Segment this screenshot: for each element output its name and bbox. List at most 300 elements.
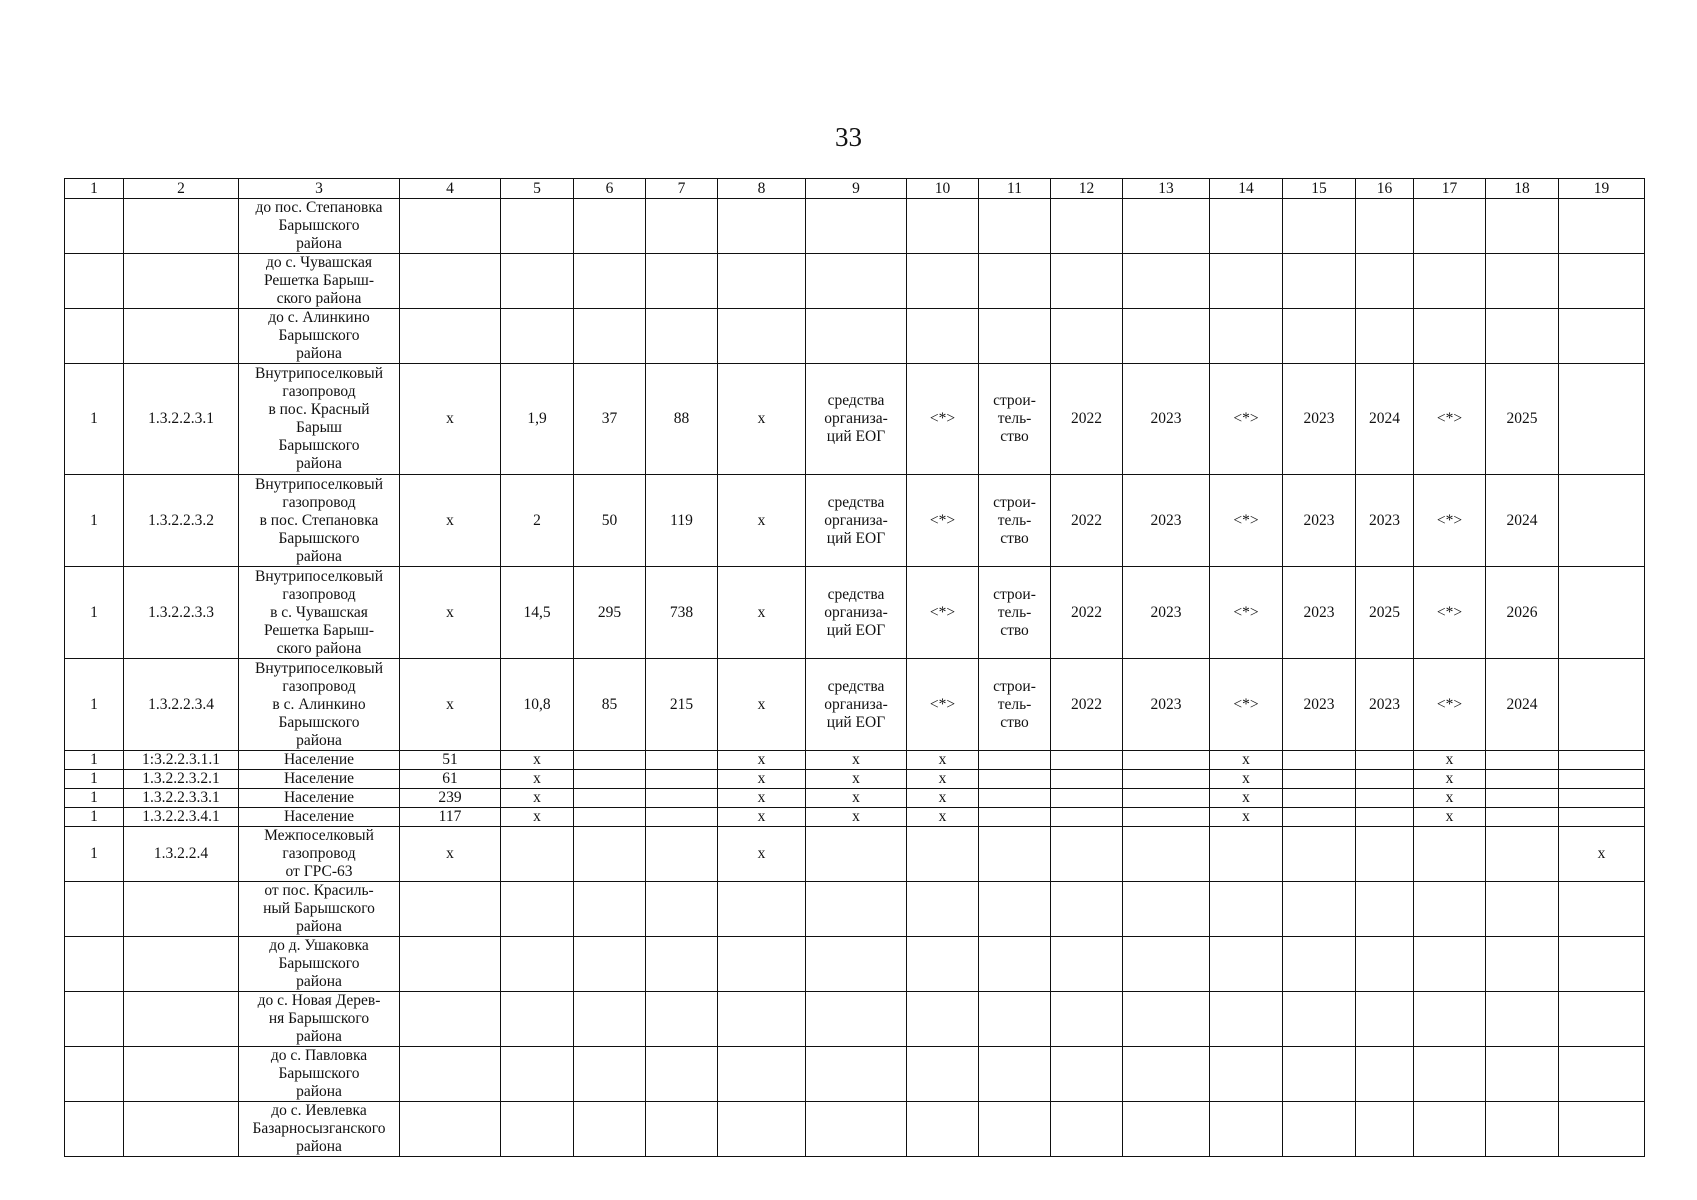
table-cell-col-1 <box>65 199 124 254</box>
table-cell-col-15 <box>1283 882 1356 937</box>
cell-text: х <box>757 410 766 427</box>
table-cell-col-19 <box>1559 199 1645 254</box>
table-cell-col-1 <box>65 1102 124 1157</box>
column-header: 16 <box>1356 179 1414 199</box>
cell-text: 1 <box>90 511 98 529</box>
header-row <box>65 179 1645 199</box>
table-cell-col-7 <box>646 751 718 770</box>
table-cell-col-17 <box>1414 827 1486 882</box>
table-cell-col-10 <box>907 659 979 751</box>
table-row <box>65 475 1645 567</box>
table-cell-col-14 <box>1210 659 1283 751</box>
table-cell-col-10 <box>907 937 979 992</box>
table-cell-col-10 <box>907 309 979 364</box>
cell-text: 2023 <box>1303 410 1335 427</box>
column-header: 8 <box>718 179 806 199</box>
cell-text: Население <box>283 789 355 806</box>
table-cell-col-18 <box>1486 789 1559 808</box>
cell-text: 1.3.2.2.3.2.1 <box>142 770 220 787</box>
table-cell-col-8 <box>718 199 806 254</box>
cell-text: <*> <box>1233 695 1259 713</box>
table-cell-col-19 <box>1559 827 1645 882</box>
table-cell-col-14 <box>1210 770 1283 789</box>
cell-text: <*> <box>1436 511 1463 529</box>
table-cell-col-9 <box>806 475 907 567</box>
cell-text: средства организа- ций ЕОГ <box>824 493 888 547</box>
table-row <box>65 567 1645 659</box>
table-cell-col-11 <box>979 827 1051 882</box>
cell-text: 1:3.2.2.3.1.1 <box>142 751 220 768</box>
table-cell-col-18 <box>1486 567 1559 659</box>
table-cell-col-4 <box>400 808 501 827</box>
table-cell-col-8 <box>718 309 806 364</box>
table-cell-col-17 <box>1414 770 1486 789</box>
table-cell-col-6 <box>574 1102 646 1157</box>
table-cell-col-7 <box>646 364 718 475</box>
table-cell-col-18 <box>1486 808 1559 827</box>
table-cell-col-15 <box>1283 475 1356 567</box>
table-cell-col-4 <box>400 567 501 659</box>
cell-text: х <box>757 845 766 862</box>
table-cell-col-10 <box>907 1047 979 1102</box>
cell-text: <*> <box>929 603 956 621</box>
table-cell-col-3 <box>239 309 400 364</box>
cell-text: от пос. Красиль- ный Барышского района <box>263 882 375 935</box>
table-cell-col-15 <box>1283 751 1356 770</box>
table-cell-col-10 <box>907 199 979 254</box>
table-cell-col-19 <box>1559 751 1645 770</box>
table-cell-col-4 <box>400 827 501 882</box>
cell-text: 2023 <box>1303 695 1335 713</box>
table-cell-col-9 <box>806 751 907 770</box>
table-cell-col-17 <box>1414 309 1486 364</box>
cell-text: 295 <box>597 603 622 621</box>
table-cell-col-6 <box>574 659 646 751</box>
cell-text: х <box>1242 808 1250 825</box>
column-header: 2 <box>124 179 239 199</box>
cell-text: до с. Новая Дерев- ня Барышского района <box>257 992 381 1045</box>
cell-text: х <box>1445 751 1454 768</box>
table-cell-col-5 <box>501 882 574 937</box>
table-cell-col-3 <box>239 567 400 659</box>
table-cell-col-3 <box>239 827 400 882</box>
cell-text: до пос. Степановка Барышского района <box>255 199 383 252</box>
table-cell-col-19 <box>1559 992 1645 1047</box>
table-cell-col-16 <box>1356 1102 1414 1157</box>
table-cell-col-9 <box>806 808 907 827</box>
table-cell-col-15 <box>1283 199 1356 254</box>
table-cell-col-7 <box>646 199 718 254</box>
cell-text: 1.3.2.2.3.3 <box>148 603 214 621</box>
column-header: 10 <box>907 179 979 199</box>
table-cell-col-7 <box>646 254 718 309</box>
table-cell-col-16 <box>1356 827 1414 882</box>
cell-text: 117 <box>438 808 462 825</box>
cell-text: 2023 <box>1303 603 1335 621</box>
table-cell-col-6 <box>574 992 646 1047</box>
cell-text: 1.3.2.2.4 <box>153 845 209 862</box>
table-cell-col-15 <box>1283 827 1356 882</box>
table-cell-col-12 <box>1051 751 1123 770</box>
table-cell-col-8 <box>718 1047 806 1102</box>
cell-text: 37 <box>601 410 618 427</box>
table-cell-col-3 <box>239 808 400 827</box>
table-cell-col-2 <box>124 199 239 254</box>
table-cell-col-17 <box>1414 992 1486 1047</box>
column-header: 1 <box>65 179 124 199</box>
table-cell-col-12 <box>1051 992 1123 1047</box>
cell-text: 10,8 <box>523 695 551 713</box>
cell-text: х <box>938 808 947 825</box>
cell-text: х <box>1242 789 1250 806</box>
cell-text: 51 <box>442 751 458 768</box>
table-cell-col-2 <box>124 309 239 364</box>
table-cell-col-13 <box>1123 808 1210 827</box>
table-cell-col-10 <box>907 808 979 827</box>
cell-text: 2026 <box>1506 603 1538 621</box>
table-cell-col-18 <box>1486 475 1559 567</box>
table-cell-col-17 <box>1414 254 1486 309</box>
table-cell-col-15 <box>1283 364 1356 475</box>
cell-text: х <box>757 603 766 621</box>
table-cell-col-18 <box>1486 882 1559 937</box>
table-cell-col-19 <box>1559 937 1645 992</box>
cell-text: 2025 <box>1506 410 1538 427</box>
table-cell-col-18 <box>1486 309 1559 364</box>
table-cell-col-4 <box>400 770 501 789</box>
table-cell-col-16 <box>1356 808 1414 827</box>
cell-text: х <box>1445 770 1454 787</box>
table-cell-col-5 <box>501 770 574 789</box>
table-cell-col-2 <box>124 770 239 789</box>
cell-text: х <box>446 511 454 529</box>
cell-text: х <box>446 410 454 427</box>
table-cell-col-9 <box>806 770 907 789</box>
table-cell-col-13 <box>1123 475 1210 567</box>
table-cell-col-1 <box>65 937 124 992</box>
table-cell-col-11 <box>979 1047 1051 1102</box>
table-cell-col-5 <box>501 789 574 808</box>
cell-text: 85 <box>601 695 618 713</box>
table-cell-col-6 <box>574 937 646 992</box>
table-cell-col-6 <box>574 475 646 567</box>
cell-text: 239 <box>438 789 462 806</box>
table-cell-col-19 <box>1559 475 1645 567</box>
cell-text: х <box>938 789 947 806</box>
table-cell-col-16 <box>1356 199 1414 254</box>
table-cell-col-9 <box>806 882 907 937</box>
table-cell-col-15 <box>1283 1047 1356 1102</box>
cell-text: 2024 <box>1506 695 1538 713</box>
table-row <box>65 751 1645 770</box>
table-cell-col-1 <box>65 751 124 770</box>
table-cell-col-7 <box>646 789 718 808</box>
column-header: 4 <box>400 179 501 199</box>
table-cell-col-12 <box>1051 659 1123 751</box>
table-cell-col-4 <box>400 475 501 567</box>
table-cell-col-6 <box>574 254 646 309</box>
table-cell-col-11 <box>979 937 1051 992</box>
table-cell-col-9 <box>806 992 907 1047</box>
table-cell-col-1 <box>65 808 124 827</box>
cell-text: Население <box>283 751 355 768</box>
table-cell-col-9 <box>806 789 907 808</box>
cell-text: х <box>938 751 947 768</box>
table-cell-col-6 <box>574 808 646 827</box>
table-cell-col-1 <box>65 254 124 309</box>
table-row <box>65 789 1645 808</box>
table-cell-col-16 <box>1356 789 1414 808</box>
cell-text: строи- тель- ство <box>993 493 1036 547</box>
table-cell-col-4 <box>400 1102 501 1157</box>
cell-text: <*> <box>1436 695 1463 713</box>
table-cell-col-13 <box>1123 199 1210 254</box>
table-cell-col-8 <box>718 789 806 808</box>
table-cell-col-16 <box>1356 751 1414 770</box>
cell-text: х <box>852 770 860 787</box>
table-cell-col-13 <box>1123 1102 1210 1157</box>
table-cell-col-12 <box>1051 309 1123 364</box>
table-cell-col-6 <box>574 751 646 770</box>
cell-text: 2023 <box>1150 410 1182 427</box>
table-cell-col-15 <box>1283 659 1356 751</box>
cell-text: 2022 <box>1071 511 1102 529</box>
table-cell-col-11 <box>979 751 1051 770</box>
table-cell-col-3 <box>239 751 400 770</box>
cell-text: 1.3.2.2.3.3.1 <box>142 789 220 806</box>
table-cell-col-13 <box>1123 882 1210 937</box>
table-row <box>65 1102 1645 1157</box>
cell-text: строи- тель- ство <box>993 677 1036 731</box>
table-cell-col-6 <box>574 882 646 937</box>
cell-text: 2025 <box>1369 603 1400 621</box>
table-cell-col-19 <box>1559 567 1645 659</box>
cell-text: 2023 <box>1150 603 1182 621</box>
table-cell-col-12 <box>1051 567 1123 659</box>
table-cell-col-8 <box>718 992 806 1047</box>
cell-text: х <box>533 789 541 806</box>
table-cell-col-15 <box>1283 1102 1356 1157</box>
cell-text: Внутрипоселковый газопровод в пос. Степановка Барышского района <box>254 475 384 565</box>
table-cell-col-16 <box>1356 364 1414 475</box>
table-cell-col-12 <box>1051 199 1123 254</box>
table-cell-col-16 <box>1356 567 1414 659</box>
table-cell-col-1 <box>65 992 124 1047</box>
table-cell-col-7 <box>646 937 718 992</box>
table-cell-col-17 <box>1414 199 1486 254</box>
table-cell-col-13 <box>1123 827 1210 882</box>
cell-text: 50 <box>601 511 618 529</box>
table-cell-col-10 <box>907 770 979 789</box>
table-cell-col-18 <box>1486 254 1559 309</box>
table-cell-col-8 <box>718 1102 806 1157</box>
table-cell-col-8 <box>718 364 806 475</box>
table-cell-col-9 <box>806 827 907 882</box>
table-cell-col-8 <box>718 254 806 309</box>
table-cell-col-4 <box>400 937 501 992</box>
table-cell-col-11 <box>979 567 1051 659</box>
table-cell-col-6 <box>574 1047 646 1102</box>
table-cell-col-1 <box>65 659 124 751</box>
table-cell-col-8 <box>718 770 806 789</box>
table-cell-col-14 <box>1210 808 1283 827</box>
table-cell-col-7 <box>646 309 718 364</box>
table-cell-col-19 <box>1559 1047 1645 1102</box>
cell-text: 2024 <box>1369 410 1400 427</box>
table-cell-col-11 <box>979 789 1051 808</box>
table-cell-col-13 <box>1123 309 1210 364</box>
cell-text: х <box>1242 770 1250 787</box>
table-cell-col-5 <box>501 1102 574 1157</box>
column-header: 6 <box>574 179 646 199</box>
table-cell-col-10 <box>907 827 979 882</box>
cell-text: Внутрипоселковый газопровод в с. Алинкино Барышского района <box>254 659 384 749</box>
column-header: 12 <box>1051 179 1123 199</box>
table-cell-col-12 <box>1051 1047 1123 1102</box>
table-cell-col-5 <box>501 364 574 475</box>
table-cell-col-7 <box>646 827 718 882</box>
table-cell-col-8 <box>718 808 806 827</box>
cell-text: <*> <box>929 511 956 529</box>
table-cell-col-16 <box>1356 254 1414 309</box>
cell-text: х <box>757 789 766 806</box>
table-cell-col-7 <box>646 808 718 827</box>
table-cell-col-3 <box>239 199 400 254</box>
column-header: 9 <box>806 179 907 199</box>
table-cell-col-8 <box>718 567 806 659</box>
table-cell-col-7 <box>646 1102 718 1157</box>
table-cell-col-1 <box>65 770 124 789</box>
table-cell-col-3 <box>239 1047 400 1102</box>
table-cell-col-2 <box>124 364 239 475</box>
table-cell-col-16 <box>1356 309 1414 364</box>
table-cell-col-11 <box>979 808 1051 827</box>
table-cell-col-7 <box>646 659 718 751</box>
table-cell-col-5 <box>501 309 574 364</box>
cell-text: х <box>852 808 860 825</box>
table-cell-col-6 <box>574 364 646 475</box>
cell-text: до д. Ушаковка Барышского района <box>269 937 369 990</box>
cell-text: х <box>852 789 860 806</box>
table-cell-col-3 <box>239 1102 400 1157</box>
table-row <box>65 659 1645 751</box>
table-cell-col-8 <box>718 827 806 882</box>
cell-text: строи- тель- ство <box>993 585 1036 639</box>
table-cell-col-10 <box>907 789 979 808</box>
table-cell-col-19 <box>1559 770 1645 789</box>
table-cell-col-10 <box>907 567 979 659</box>
cell-text: 1 <box>90 410 98 427</box>
table-cell-col-3 <box>239 789 400 808</box>
column-header: 3 <box>239 179 400 199</box>
table-cell-col-9 <box>806 364 907 475</box>
table-cell-col-18 <box>1486 992 1559 1047</box>
table-cell-col-2 <box>124 808 239 827</box>
table-cell-col-10 <box>907 254 979 309</box>
cell-text: <*> <box>1233 410 1259 427</box>
table-cell-col-1 <box>65 364 124 475</box>
table-cell-col-12 <box>1051 1102 1123 1157</box>
cell-text: х <box>533 808 541 825</box>
cell-text: 1,9 <box>527 410 547 427</box>
table-cell-col-17 <box>1414 882 1486 937</box>
table-cell-col-9 <box>806 1047 907 1102</box>
table-cell-col-17 <box>1414 789 1486 808</box>
table-cell-col-1 <box>65 309 124 364</box>
table-cell-col-18 <box>1486 659 1559 751</box>
table-cell-col-18 <box>1486 827 1559 882</box>
table-cell-col-3 <box>239 254 400 309</box>
table-cell-col-9 <box>806 309 907 364</box>
table-cell-col-17 <box>1414 659 1486 751</box>
table-cell-col-4 <box>400 364 501 475</box>
table-cell-col-18 <box>1486 937 1559 992</box>
table-cell-col-12 <box>1051 827 1123 882</box>
table-cell-col-14 <box>1210 254 1283 309</box>
cell-text: 1.3.2.2.3.4 <box>148 695 214 713</box>
column-header: 18 <box>1486 179 1559 199</box>
table-cell-col-11 <box>979 199 1051 254</box>
table-cell-col-14 <box>1210 1102 1283 1157</box>
cell-text: 119 <box>670 511 693 529</box>
table-cell-col-3 <box>239 364 400 475</box>
cell-text: <*> <box>1233 603 1259 621</box>
cell-text: 1 <box>90 845 98 862</box>
table-cell-col-4 <box>400 309 501 364</box>
cell-text: 2023 <box>1150 511 1182 529</box>
cell-text: х <box>1597 845 1606 862</box>
table-cell-col-5 <box>501 937 574 992</box>
table-cell-col-19 <box>1559 808 1645 827</box>
cell-text: 2022 <box>1071 603 1102 621</box>
table-cell-col-19 <box>1559 309 1645 364</box>
table-cell-col-15 <box>1283 992 1356 1047</box>
table-row <box>65 199 1645 254</box>
table-cell-col-5 <box>501 751 574 770</box>
cell-text: 2023 <box>1369 511 1400 529</box>
table-cell-col-17 <box>1414 567 1486 659</box>
table-cell-col-5 <box>501 199 574 254</box>
cell-text: средства организа- ций ЕОГ <box>824 392 888 445</box>
table-cell-col-17 <box>1414 937 1486 992</box>
table-row <box>65 882 1645 937</box>
column-header: 7 <box>646 179 718 199</box>
table-cell-col-16 <box>1356 659 1414 751</box>
table-cell-col-6 <box>574 199 646 254</box>
table-cell-col-11 <box>979 475 1051 567</box>
cell-text: 88 <box>673 410 690 427</box>
table-cell-col-6 <box>574 309 646 364</box>
table-cell-col-3 <box>239 659 400 751</box>
table-cell-col-5 <box>501 992 574 1047</box>
table-cell-col-14 <box>1210 475 1283 567</box>
table-cell-col-4 <box>400 199 501 254</box>
table-cell-col-11 <box>979 254 1051 309</box>
cell-text: 215 <box>669 695 694 713</box>
cell-text: х <box>757 695 766 713</box>
table-cell-col-7 <box>646 567 718 659</box>
table-cell-col-3 <box>239 937 400 992</box>
table-row <box>65 937 1645 992</box>
table-row <box>65 992 1645 1047</box>
table-cell-col-13 <box>1123 751 1210 770</box>
column-header: 5 <box>501 179 574 199</box>
cell-text: 2024 <box>1506 511 1538 529</box>
table-cell-col-2 <box>124 882 239 937</box>
table-cell-col-2 <box>124 567 239 659</box>
table-cell-col-16 <box>1356 1047 1414 1102</box>
table-cell-col-16 <box>1356 937 1414 992</box>
